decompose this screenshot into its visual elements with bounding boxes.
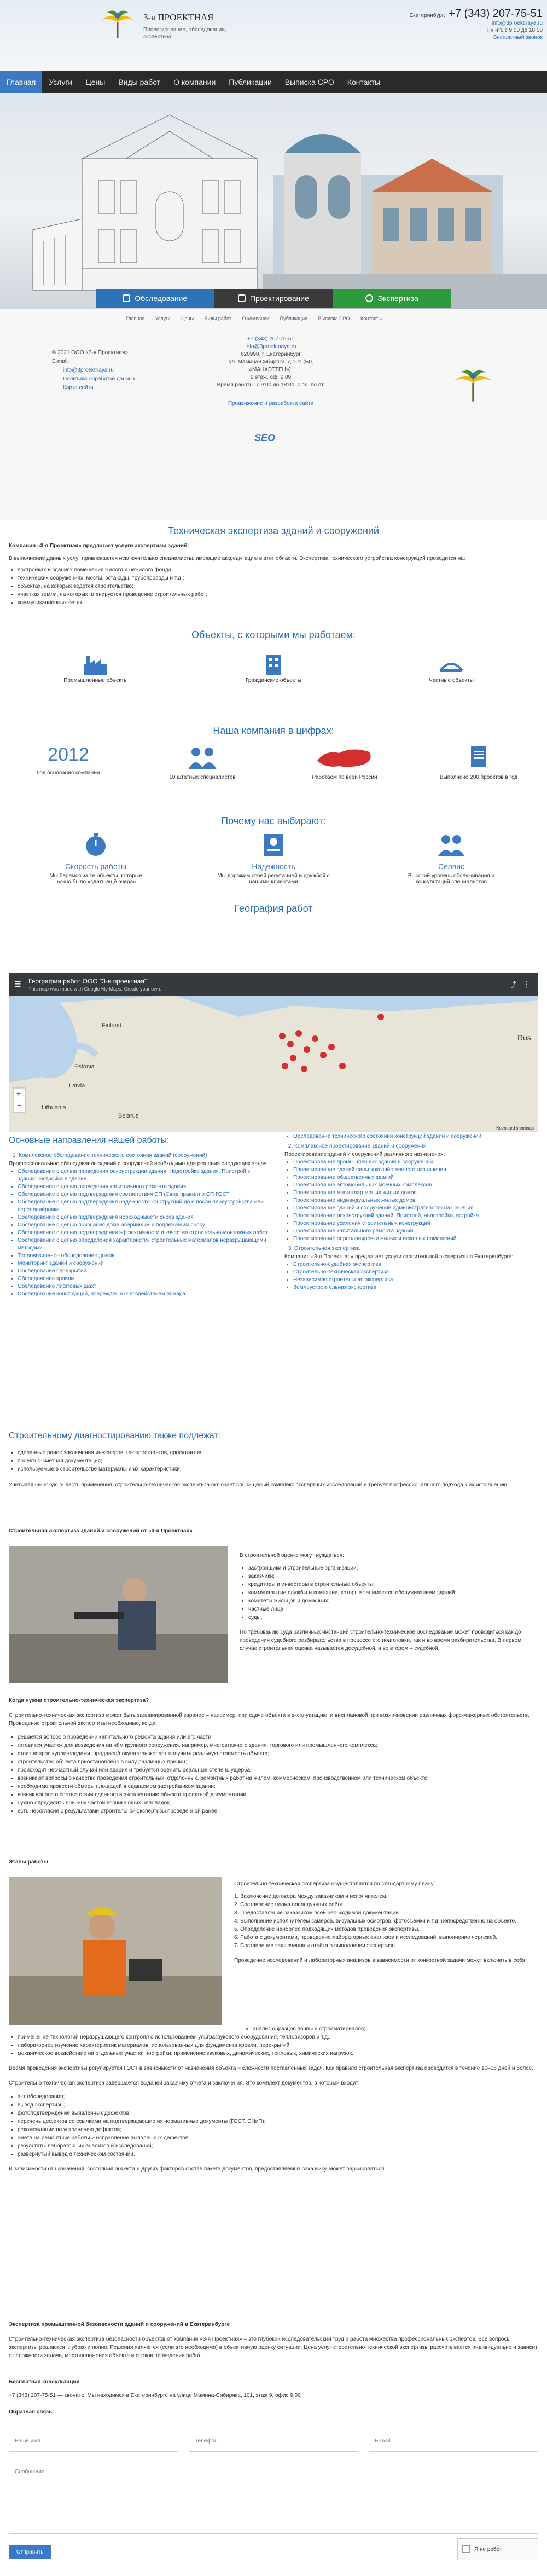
tab-inspection[interactable] bbox=[96, 289, 214, 308]
inner-logo-icon bbox=[451, 364, 495, 408]
inner-phone[interactable]: +7 (343) 207-75-51 bbox=[247, 336, 294, 342]
list-item[interactable]: Проектирование многоквартирных жилых домов bbox=[293, 1190, 417, 1196]
number-projects bbox=[424, 744, 533, 780]
team-icon bbox=[435, 832, 468, 858]
feedback-form bbox=[9, 2408, 538, 2555]
inner-nav-publications[interactable]: Публикации bbox=[280, 316, 308, 321]
inner-nav-work-types[interactable]: Виды работ bbox=[204, 316, 231, 321]
list-item: • есть несогласие с результатами строительной экспертизы проведенной ранее. bbox=[18, 1807, 538, 1815]
why-speed bbox=[41, 832, 150, 885]
list-item: • возникают вопросы о качестве проведения строительных, отделочных, ремонтных работ на жилом, коммерческом, производственном или техническом объекте; bbox=[18, 1774, 538, 1782]
main-nav bbox=[0, 71, 547, 93]
zoom-in-icon[interactable]: + bbox=[16, 1089, 21, 1098]
object-private bbox=[397, 654, 506, 684]
list-item: • застройщики и строительные организации; bbox=[248, 1564, 538, 1572]
stages-p1: Время проведения экспертизы регулируется ГОСТ в зависимости от назначения объекта и сложности поставленных задач. Как правило строительная экспертиза проводится в течение 10–15 дней и более. bbox=[9, 2065, 534, 2071]
zoom-out-icon[interactable]: − bbox=[17, 1101, 22, 1110]
list-item[interactable]: Обследование кровли bbox=[18, 1276, 74, 1282]
list-item[interactable]: Обследование конструкций, поврежденных воздействием пожара bbox=[18, 1291, 185, 1297]
email-input[interactable] bbox=[369, 2430, 538, 2452]
year-value: 2012 bbox=[48, 744, 89, 765]
list-item[interactable]: Обследование с целью признания дома аварийным и подлежащим сносу bbox=[18, 1222, 205, 1228]
inner-nav-prices[interactable]: Цены bbox=[181, 316, 194, 321]
stage-6: 6. Работа с документами, проведение лабораторных анализов и исследований, выполнение чертежей. bbox=[234, 1935, 498, 1941]
inner-nav-services[interactable]: Услуги bbox=[155, 316, 171, 321]
list-item: • частные лица; bbox=[248, 1605, 538, 1613]
directions-design-text: Проектирование зданий и сооружений различного назначения: bbox=[284, 1151, 445, 1157]
list-item: • результаты лабораторных анализов и исследований; bbox=[18, 2142, 538, 2150]
stage-2: 2. Составление плана последующих работ. bbox=[234, 1902, 345, 1908]
diagnostics-title: Строительному диагностированию также подлежат: bbox=[9, 1431, 221, 1440]
tab-expertise[interactable] bbox=[333, 289, 451, 308]
list-item: • постройках и зданиях помещения жилого и нежилого фонда; bbox=[18, 566, 538, 574]
list-item[interactable]: Проектирование зданий сельскохозяйственного назначения bbox=[293, 1167, 446, 1173]
callback-link[interactable]: Бесплатный звонок bbox=[493, 34, 543, 40]
why-reliability-text: Мы дорожим своей репутацией и дружбой с нашими клиентами bbox=[217, 873, 330, 885]
expertise-block bbox=[9, 542, 538, 607]
stages-photo bbox=[9, 1877, 222, 2025]
free-consult-text: +7 (343) 207-75-51 — звоните. Мы находимся в Екатеринбурге на улице Мамина-Сибиряка, 101, этаж 9, офис 9.09 bbox=[9, 2393, 301, 2399]
seo-logo[interactable]: SEO bbox=[254, 432, 276, 443]
list-item[interactable]: Обследование с целью подтверждения эффективности и качества строительно-монтажных работ bbox=[18, 1230, 268, 1236]
directions-design-head bbox=[284, 1143, 538, 1150]
inner-email-2[interactable]: info@3proektnaya.ru bbox=[245, 344, 296, 350]
copyright: © 2021 ООО «3-я Проектная» bbox=[52, 350, 128, 356]
list-item: • перечень дефектов со ссылками на подтверждающие их нормативные документы (ГОСТ, СНиП); bbox=[18, 2117, 538, 2126]
list-item: • объектах, на которых ведётся строительство; bbox=[18, 582, 538, 591]
map-menu-icon[interactable]: ☰ bbox=[14, 980, 21, 988]
industrial-text: Строительно-техническая экспертиза безопасности объектов от компании «3-я Проектная» – это глубокий исследовательский труд и работа множества профессиональных экспертов. Все вопросы экспертизы решаются глубоко и полно. Решения являются (если это необходимо) в объективную оценку ситуации. Цена услуг строительно-технической экспертизы рассчитывается индивидуально и зависит от сложности задачи, местоположения объекта и сроков проведения работ. bbox=[9, 2336, 538, 2359]
privacy-link[interactable]: Политика обработки данных bbox=[63, 376, 136, 382]
list-item[interactable]: Обследование с целью проведения капитального ремонта здания bbox=[18, 1184, 187, 1190]
stages-p3: В зависимости от назначения, состояния объекта и других факторов состав пакета документов, предоставляемых заказчику, может варьироваться. bbox=[9, 2166, 386, 2172]
stages-text-block bbox=[234, 1880, 538, 1965]
directions-left bbox=[9, 1136, 271, 1298]
objects-title: Объекты, с которыми мы работаем: bbox=[191, 629, 356, 640]
inner-nav-home[interactable]: Главная bbox=[126, 316, 145, 321]
diagnostics-block bbox=[9, 1431, 538, 1489]
list-item: • развёрнутый вывод о техническом состоянии. bbox=[18, 2150, 538, 2158]
map-label-finland: Finland bbox=[102, 1022, 122, 1029]
ekb-court: По требованию суда различных инстанций строительно-техническое обследование может проводиться как до проведения судебного разбирательства в процессе его подготовки, так и во время разбирательства. В первом случае строительная оценка называется досудебной, а во втором – судебной. bbox=[240, 1629, 522, 1652]
map-label-russia: Rus bbox=[517, 1033, 531, 1042]
captcha-widget[interactable] bbox=[457, 2538, 538, 2560]
list-item[interactable]: Независимая строительная экспертиза bbox=[293, 1277, 393, 1283]
direction-design-link[interactable]: Комплексное проектирование зданий и сооружений bbox=[294, 1143, 427, 1149]
share-icon[interactable]: ⤴ bbox=[509, 981, 516, 989]
inspection-photo bbox=[9, 1546, 228, 1683]
company-logo[interactable] bbox=[98, 5, 137, 44]
list-item: • кредиторы и инвесторы в строительные объекты; bbox=[248, 1581, 538, 1589]
message-textarea[interactable] bbox=[9, 2463, 538, 2534]
list-item[interactable]: Проектирование общественных зданий bbox=[293, 1174, 394, 1180]
list-item: • возник вопрос о соответствии сданного в эксплуатацию объекта проектной документации; bbox=[18, 1791, 538, 1799]
address-line-2: ул. Мамина-Сибиряка, д.101 (БЦ «МАНХЭТТЕН»), bbox=[229, 359, 313, 373]
map-title: География работ ООО "3-я проектная" bbox=[28, 977, 147, 985]
directions-expertise-list bbox=[284, 1261, 538, 1292]
object-private-label: Частные объекты bbox=[429, 678, 474, 684]
hero-banner bbox=[0, 93, 547, 309]
expertise-title: Техническая экспертиза зданий и сооружений bbox=[167, 525, 380, 536]
document-icon bbox=[465, 744, 492, 771]
nav-sro[interactable]: Выписка СРО bbox=[284, 78, 334, 86]
number-year bbox=[14, 744, 123, 776]
why-reliability bbox=[216, 832, 331, 885]
geo-title: География работ bbox=[234, 903, 313, 914]
brand-subtitle: Проектирование, обследование, экспертиза bbox=[143, 27, 226, 40]
number-staff bbox=[148, 744, 257, 780]
stage-5: 5. Определение наиболее подходящих методов проведения экспертизы. bbox=[234, 1926, 420, 1932]
nav-contacts[interactable]: Контакты bbox=[347, 78, 381, 86]
inner-footer-block bbox=[0, 309, 547, 520]
nav-services[interactable]: Услуги bbox=[49, 78, 73, 86]
header-city: Екатеринбург: bbox=[409, 13, 446, 19]
list-item: • решается вопрос о проведении капитального ремонта здания или его части; bbox=[18, 1733, 538, 1741]
header-email[interactable]: info@3proektnaya.ru bbox=[492, 20, 543, 26]
stopwatch-icon bbox=[83, 832, 109, 858]
list-item[interactable]: Обследование с целью подтверждения соответствия СП (Свод правил) и СП ГОСТ bbox=[18, 1191, 230, 1197]
directions-left-list bbox=[9, 1152, 271, 1160]
bridge-icon bbox=[439, 654, 463, 676]
list-item[interactable]: Проектирование зданий и сооружений административного назначения bbox=[293, 1205, 474, 1211]
list-item: • применение технологий неразрушающего контроля с использованием ультразвукового оборудования, тепловизоров и т.д.; bbox=[18, 2033, 538, 2041]
free-consult-title: Бесплатная консультация bbox=[9, 2379, 80, 2385]
hero-building-illustration bbox=[0, 93, 547, 309]
ekb-block bbox=[9, 1527, 538, 1535]
list-item: • строительство объекта приостановлено в силу различных причин; bbox=[18, 1758, 538, 1766]
list-item: • комитеты жильцов и домашних; bbox=[248, 1597, 538, 1605]
name-input[interactable] bbox=[9, 2430, 178, 2452]
map-graphic bbox=[9, 973, 538, 1132]
list-item[interactable]: Обследование с целью подтверждения надёжности конструкций до и после переустройства или перепланировки bbox=[18, 1199, 264, 1213]
russia-label: Работаем по всей России bbox=[312, 774, 377, 780]
stage-7: 7. Составление заключения и отчёта о выполнении экспертизы. bbox=[234, 1943, 398, 1949]
industrial-title: Экспертиза промышленной безопасности зданий и сооружений в Екатеринбурге bbox=[9, 2322, 230, 2328]
map-subtitle: This map was made with Google My Maps. Create your own. bbox=[28, 986, 162, 992]
inspection-icon bbox=[123, 294, 130, 302]
people-icon bbox=[186, 744, 219, 771]
stages-text: Строительно-техническая экспертиза осуществляется по стандартному плану: bbox=[234, 1881, 435, 1887]
year-label: Год основания компании bbox=[37, 770, 100, 776]
object-industrial-label: Промышленные объекты bbox=[63, 678, 128, 684]
list-item[interactable]: Обследование лифтовых шахт bbox=[18, 1283, 96, 1289]
stages-research-list bbox=[244, 2025, 528, 2033]
list-item: • проектно-сметная документация; bbox=[18, 1457, 538, 1465]
industrial-block bbox=[9, 2320, 538, 2360]
list-item: • происходит несчастный случай или авария и требуется оценить реальные степень ущерба; bbox=[18, 1766, 538, 1774]
phone-input[interactable] bbox=[189, 2430, 358, 2452]
numbers-title: Наша компания в цифрах: bbox=[213, 725, 334, 736]
stages-docs-list bbox=[9, 2093, 538, 2158]
list-item[interactable]: Обследование с целью подтверждения необходимости сноса здания bbox=[18, 1214, 194, 1220]
map-label-lithuania: Lithuania bbox=[42, 1104, 66, 1111]
list-item[interactable]: Проектирование автомобильных моечных комплексов bbox=[293, 1182, 432, 1188]
building-icon bbox=[263, 654, 284, 676]
feedback-title: Обратная связь bbox=[9, 2409, 53, 2415]
stages-research-list-2 bbox=[9, 2033, 538, 2058]
map-label-belarus: Belarus bbox=[118, 1113, 139, 1119]
design-icon bbox=[238, 294, 246, 302]
directions-expertise-text: Компания «3-я Проектная» предлагает услуги строительной экспертизы в Екатеринбурге: bbox=[284, 1254, 514, 1260]
stages-title: Этапы работы bbox=[9, 1859, 49, 1865]
object-civil bbox=[219, 654, 328, 684]
captcha-label: Я не робот bbox=[474, 2546, 502, 2552]
why-service-text: Высокий уровень обслуживания и консультаций специалистов bbox=[408, 873, 495, 885]
list-item: • участках земли, на которых планируется проведение строительных работ, bbox=[18, 591, 538, 599]
certificate-icon bbox=[260, 832, 287, 858]
tab-inspection-label: Обследование bbox=[135, 294, 188, 303]
number-russia bbox=[290, 744, 399, 780]
list-item[interactable]: Землеустроительная экспертиза bbox=[293, 1284, 377, 1290]
when-list bbox=[9, 1733, 538, 1815]
stages-block bbox=[9, 1858, 538, 1866]
list-item[interactable]: Мониторинг зданий и сооружений bbox=[18, 1260, 104, 1266]
object-industrial bbox=[41, 654, 150, 684]
map-footer[interactable]: Keyboard shortcuts bbox=[496, 1126, 534, 1131]
more-icon[interactable]: ⋮ bbox=[523, 980, 531, 988]
staff-label: 10 штатных специалистов bbox=[169, 774, 236, 780]
directions-right bbox=[284, 1133, 538, 1292]
tab-design-label: Проектирование bbox=[249, 294, 309, 303]
list-item: • коммунальные службы и компании, которые занимаются обслуживанием зданий; bbox=[248, 1589, 538, 1597]
list-item: • анализ образцов почвы и стройматериалов; bbox=[253, 2025, 528, 2033]
address-line-1: 620990, г. Екатеринбург bbox=[241, 351, 301, 357]
tab-design[interactable] bbox=[214, 289, 333, 308]
nav-publications[interactable]: Публикации bbox=[229, 78, 272, 86]
when-text: Строительно-техническая экспертиза может быть запланированной заранее – например, при сдаче объекта в эксплуатацию, и внеплановой при возникновении различных форс-мажорных обстоятельств. Проведение строительной экспертизы необходимо, когда: bbox=[9, 1712, 529, 1727]
hero-tabs bbox=[96, 289, 451, 308]
list-item[interactable]: Проектирование усиления строительных конструкций bbox=[293, 1220, 430, 1226]
object-civil-label: Гражданские объекты bbox=[246, 678, 301, 684]
list-item: • используемые в строительстве материалы и их характеристики. bbox=[18, 1465, 538, 1473]
inner-copyright-block bbox=[52, 349, 135, 392]
geo-map[interactable] bbox=[9, 973, 538, 1132]
why-service-title: Сервис bbox=[438, 862, 464, 871]
list-item: • смета на ремонтные работы и исправление выявленных дефектов; bbox=[18, 2134, 538, 2142]
worker-illustration bbox=[9, 1546, 228, 1683]
when-block bbox=[9, 1697, 538, 1815]
header-contacts bbox=[410, 8, 543, 41]
why-speed-text: Мы беремся за те объекты, которые нужно было «сдать ещё вчера» bbox=[49, 873, 142, 885]
list-item[interactable]: Строительно-судебная экспертиза bbox=[293, 1261, 381, 1267]
directions-inspection-list bbox=[9, 1168, 271, 1298]
list-item[interactable]: Проектирование реконструкций зданий. Пристрой, надстройка, встройка bbox=[293, 1213, 479, 1219]
inner-nav bbox=[126, 316, 391, 321]
stage-4: 4. Выполнение исполнителем замеров, визуальных осмотров, фотосъемки и т.д. непосредственно на объекте. bbox=[234, 1918, 516, 1924]
free-consult-block bbox=[9, 2378, 538, 2400]
list-item: • механическое воздействие на отдельные участки постройки, применение звуковых, динамических, тепловых, химических нагрузок. bbox=[18, 2050, 538, 2058]
list-item[interactable]: Обследование с целью определения характеристик строительных материалов неразрушающими методами bbox=[18, 1237, 266, 1251]
stages-p2: Строительно-техническая экспертиза завершается выдачей заказчику отчета и заключения. Это комплект документов, в который входит: bbox=[9, 2080, 360, 2086]
why-title: Почему нас выбирают: bbox=[221, 815, 326, 826]
engineer-illustration bbox=[9, 1877, 222, 2025]
list-item: • готовится участок для возведения на нём крупного сооружения, например, многоэтажного здания, торгового или промышленного комплекса; bbox=[18, 1741, 538, 1750]
ekb-text-block bbox=[240, 1552, 538, 1653]
stage-1: 1. Заключение договора между заказчиком и исполнителем. bbox=[234, 1894, 388, 1900]
factory-icon bbox=[83, 654, 108, 676]
site-header bbox=[0, 0, 547, 71]
stages-text-2: Проведение исследований и лабораторных анализов в зависимости от конкретной задачи может включать в себя: bbox=[234, 1958, 527, 1964]
list-item: • акт обследования; bbox=[18, 2093, 538, 2101]
why-speed-title: Скорость работы bbox=[65, 862, 126, 871]
projects-label: Выполнено 200 проектов в год bbox=[439, 774, 518, 780]
list-item[interactable]: Обследование перекрытий bbox=[18, 1268, 87, 1274]
nav-home[interactable]: Главная bbox=[0, 71, 42, 93]
diagnostics-note: Учитывая широкую область применения, строительно-техническая экспертиза включает собой целый комплекс экспертных исследований и требует профессионального подхода к их исполнению. bbox=[9, 1482, 509, 1488]
list-item[interactable]: Тепловизионное обследование домов bbox=[18, 1253, 115, 1259]
ekb-list bbox=[240, 1564, 538, 1622]
list-item: • технических сооружениях: мосты, эстакады, трубопроводы и т.д.; bbox=[18, 574, 538, 582]
ekb-title: Строительная экспертиза зданий и сооружений от «3-я Проектная» bbox=[9, 1528, 193, 1534]
map-title-bar bbox=[9, 973, 538, 996]
directions-title: Основные направления нашей работы: bbox=[9, 1136, 170, 1145]
directions-right-top bbox=[284, 1133, 538, 1141]
list-item: • вывод экспертизы; bbox=[18, 2101, 538, 2109]
direction-inspection-link[interactable]: Комплексное обследование технического состояния зданий (сооружений) bbox=[19, 1153, 207, 1159]
expertise-list bbox=[9, 566, 538, 607]
list-item[interactable]: Проектирование промышленных зданий и сооружений bbox=[293, 1159, 433, 1165]
directions-expertise-head bbox=[284, 1245, 538, 1253]
direction-structures-link[interactable]: Обследование технического состояния конструкций зданий и сооружений bbox=[293, 1133, 482, 1139]
captcha-checkbox[interactable] bbox=[462, 2545, 470, 2553]
promo-link[interactable]: Продвижение и разработка сайта bbox=[228, 401, 314, 407]
list-item: • необходимо провести обмеры площадей в сдаваемом застройщиком здании; bbox=[18, 1782, 538, 1791]
inner-hours: Время работы: с 9:00 до 18:00, с пн. по пт. bbox=[217, 382, 325, 388]
ekb-text: В строительной оценке могут нуждаться: bbox=[240, 1553, 344, 1559]
inner-contacts bbox=[208, 335, 334, 408]
sitemap-link[interactable]: Карта сайта bbox=[63, 385, 94, 391]
directions-design-list bbox=[284, 1159, 538, 1243]
header-phone[interactable]: +7 (343) 207-75-51 bbox=[449, 8, 543, 20]
nav-work-types[interactable]: Виды работ bbox=[118, 78, 161, 86]
nav-about[interactable]: О компании bbox=[173, 78, 216, 86]
list-item: • заказчики; bbox=[248, 1572, 538, 1581]
list-item: • фотоподтверждение выявленных дефектов; bbox=[18, 2109, 538, 2117]
list-item[interactable]: Обследование с целью проведения реконструкции здания. Надстройка здания. Пристрой к зданию. Встройка в здание bbox=[18, 1168, 250, 1182]
why-reliability-title: Надежность bbox=[252, 862, 295, 871]
when-title: Когда нужна строительно-техническая экспертиза? bbox=[9, 1698, 149, 1704]
list-item[interactable]: Проектирование индивидуальных жилых домов bbox=[293, 1197, 416, 1203]
directions-left-text: Профессиональное обследование зданий и сооружений необходимо для решения следующих задач: bbox=[9, 1161, 269, 1167]
why-service bbox=[391, 832, 511, 885]
list-item: • лабораторное изучение характеристик материалов, использованных для фундамента кровли, перекрытий; bbox=[18, 2041, 538, 2050]
stage-3: 3. Предоставление заказчиком всей необходимой документации. bbox=[234, 1910, 400, 1916]
tab-expertise-label: Экспертиза bbox=[377, 294, 418, 303]
map-label-estonia: Estonia bbox=[74, 1063, 95, 1070]
search-icon bbox=[365, 294, 373, 302]
russia-map-icon bbox=[315, 744, 375, 771]
email-label: E-mail: bbox=[52, 358, 69, 364]
header-hours: Пн.-пт. с 9.00 до 18.00 bbox=[486, 27, 543, 33]
inner-email[interactable]: info@3proektnaya.ru bbox=[63, 367, 114, 373]
inner-nav-sro[interactable]: Выписка СРО bbox=[318, 316, 350, 321]
inner-nav-contacts[interactable]: Контакты bbox=[360, 316, 382, 321]
list-item[interactable]: Проектирование перепланировки жилых и нежилых помещений bbox=[293, 1236, 457, 1242]
submit-button[interactable]: Отправить bbox=[9, 2545, 51, 2559]
list-item[interactable]: Проектирование капитального ремонта зданий bbox=[293, 1228, 414, 1234]
list-item: • стоит вопрос купли-продажи, продавец/покупатель желает получить реальную стоимость объекта; bbox=[18, 1750, 538, 1758]
list-item: • суды. bbox=[248, 1613, 538, 1622]
brand bbox=[143, 12, 242, 40]
address-line-3: 9 этаж, оф. 9.09 bbox=[250, 374, 292, 380]
map-label-latvia: Latvia bbox=[69, 1083, 85, 1089]
list-item: • сделанные ранее заключения инженеров, глюпроектантов, проектантов; bbox=[18, 1449, 538, 1457]
brand-title: 3-я ПРОЕКТНАЯ bbox=[143, 12, 214, 22]
list-item: • рекомендации по устранению дефектов; bbox=[18, 2126, 538, 2134]
diagnostics-list bbox=[9, 1449, 538, 1473]
list-item: • нужно определить причину частой возникающих неполадок; bbox=[18, 1799, 538, 1807]
stages-research bbox=[9, 2025, 538, 2173]
expertise-intro: В выполнение данных услуг привлекаются исключительно специалисты, имеющие аккредитацию в этот области. Экспертиза технического устройства конструкций проводится на: bbox=[9, 555, 465, 561]
direction-expertise-link[interactable]: Строительная экспертиза bbox=[294, 1246, 360, 1252]
nav-prices[interactable]: Цены bbox=[85, 78, 106, 86]
list-item: • коммуникационных сетях. bbox=[18, 599, 538, 607]
expertise-lead: Компания «3-я Проектная» предлагает услуги экспертизы зданий: bbox=[9, 543, 189, 549]
inner-nav-about[interactable]: О компании bbox=[242, 316, 270, 321]
list-item[interactable]: Строительно-техническая экспертиза bbox=[293, 1269, 389, 1275]
